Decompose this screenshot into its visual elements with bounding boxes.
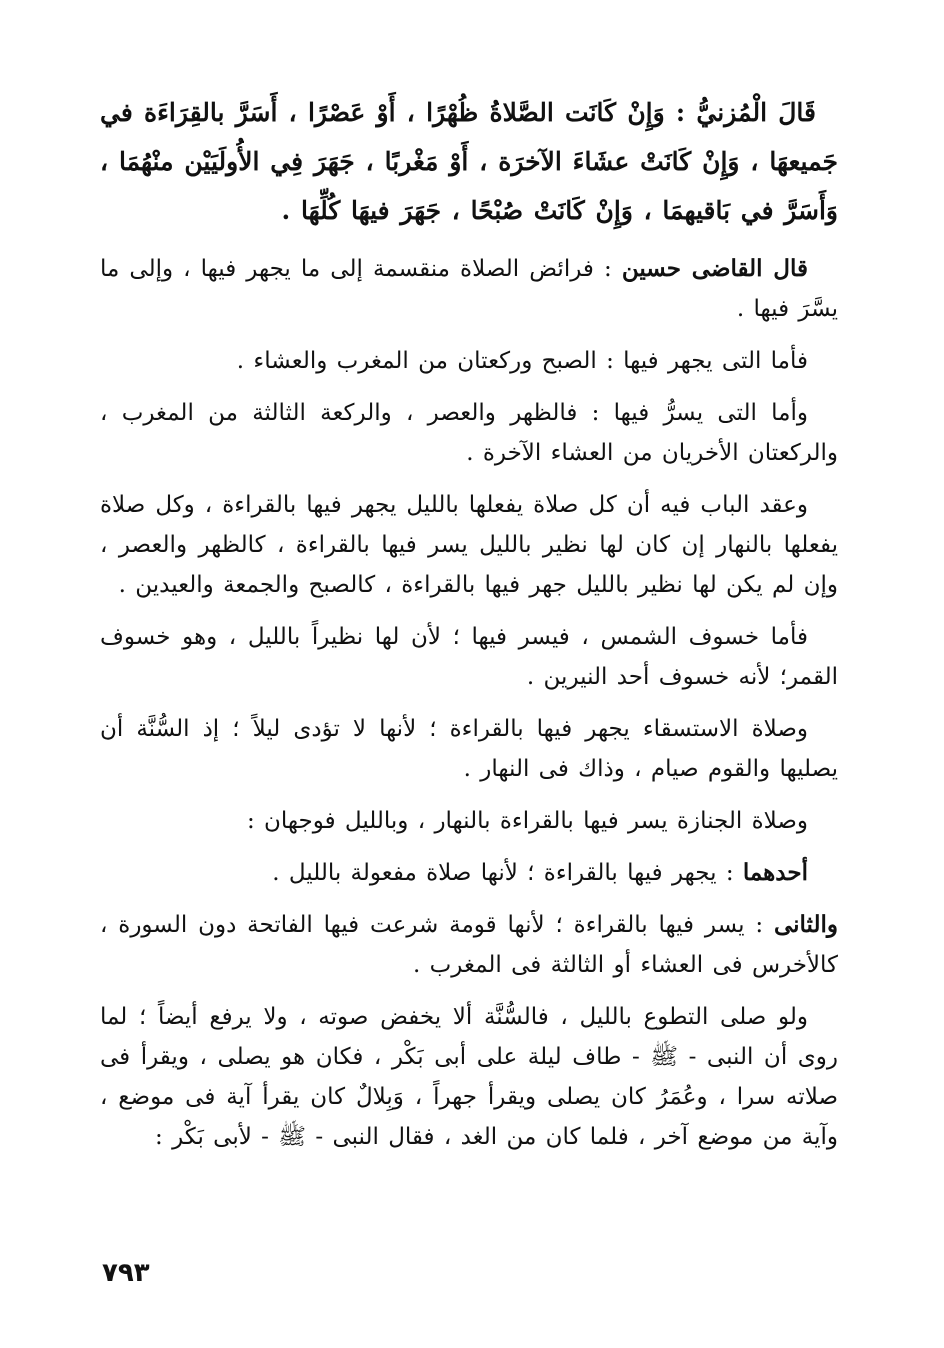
paragraph-text: وعقد الباب فيه أن كل صلاة يفعلها بالليل يجهر فيها بالقراءة ، وكل صلاة يفعلها بالنهار إن كان لها نظير بالليل يسر فيها بالقراءة ، كالظهر والعصر ، وإن لم يكن لها نظير بالليل جهر فيها بالقراءة ، كالصبح والجمعة والعيدين . [100, 492, 838, 598]
text-paragraph [100, 393, 838, 473]
text-paragraph [100, 617, 838, 697]
text-paragraph [100, 485, 838, 605]
text-paragraph [100, 997, 838, 1157]
paragraph-text: وصلاة الجنازة يسر فيها بالقراءة بالنهار ، وبالليل فوجهان : [246, 808, 808, 834]
opinion-label: أحدهما [742, 859, 808, 886]
paragraph-text: قَالَ الْمُزنيُّ : وَإِنْ كَانَت الصَّلاةُ ظُهْرًا ، أَوْ عَصْرًا ، أَسَرَّ بالقِرَاءَة في جَميعهَا ، وَإِنْ كَانَتْ عشَاءَ الآخرَة ، أَوْ مَغْربًا ، جَهَرَ فِي الأُولَيَيْن منْهُمَا ، وَأَسَرَّ في بَاقيهمَا ، وَإِنْ كَانَتْ صُبْحًا ، جَهَرَ فيهَا كُلِّهَا . [100, 98, 838, 225]
quoted-text-paragraph [100, 88, 838, 235]
paragraph-text: : يسر فيها بالقراءة ؛ لأنها قومة شرعت فيها الفاتحة دون السورة ، كالأخرس فى العشاء أو الثالثة فى المغرب . [100, 912, 838, 978]
paragraph-text: فأما التى يجهر فيها : الصبح وركعتان من المغرب والعشاء . [236, 348, 808, 374]
text-paragraph [100, 709, 838, 789]
paragraph-text: : يجهر فيها بالقراءة ؛ لأنها صلاة مفعولة بالليل . [272, 860, 743, 886]
paragraph-text: فأما خسوف الشمس ، فيسر فيها ؛ لأن لها نظيراً بالليل ، وهو خسوف القمر؛ لأنه خسوف أحد النيرين . [100, 624, 838, 690]
opinion-label: والثانى [773, 911, 838, 938]
opinion-paragraph [100, 905, 838, 985]
paragraph-text: وأما التى يسرُّ فيها : فالظهر والعصر ، والركعة الثالثة من المغرب ، والركعتان الأخريان من العشاء الآخرة . [100, 400, 838, 466]
commentary-paragraph [100, 249, 838, 329]
paragraph-text: : فرائض الصلاة منقسمة إلى ما يجهر فيها ، وإلى ما يسَّرَ فيها . [100, 256, 838, 322]
text-paragraph [100, 801, 838, 841]
paragraph-text: وصلاة الاستسقاء يجهر فيها بالقراءة ؛ لأنها لا تؤدى ليلاً ؛ إذ السُّنَّة أن يصليها والقوم صيام ، وذاك فى النهار . [100, 716, 838, 782]
speaker-name: قال القاضى حسين [621, 255, 808, 282]
text-paragraph [100, 341, 838, 381]
opinion-paragraph [100, 853, 838, 893]
page-body [100, 88, 838, 1169]
paragraph-text: ولو صلى التطوع بالليل ، فالسُّنَّة ألا يخفض صوته ، ولا يرفع أيضاً ؛ لما روى أن النبى - ﷺ - طاف ليلة على أبى بَكْر ، فكان هو يصلى ، ويقرأ فى صلاته سرا ، وعُمَرُ كان يصلى ويقرأ جهراً ، وَبِلالٌ كان يقرأ آية فى موضع ، وآية من موضع آخر ، فلما كان من الغد ، فقال النبى - ﷺ - لأبى بَكْر : [100, 1004, 838, 1150]
page-number: ٧٩٣ [102, 1258, 150, 1288]
